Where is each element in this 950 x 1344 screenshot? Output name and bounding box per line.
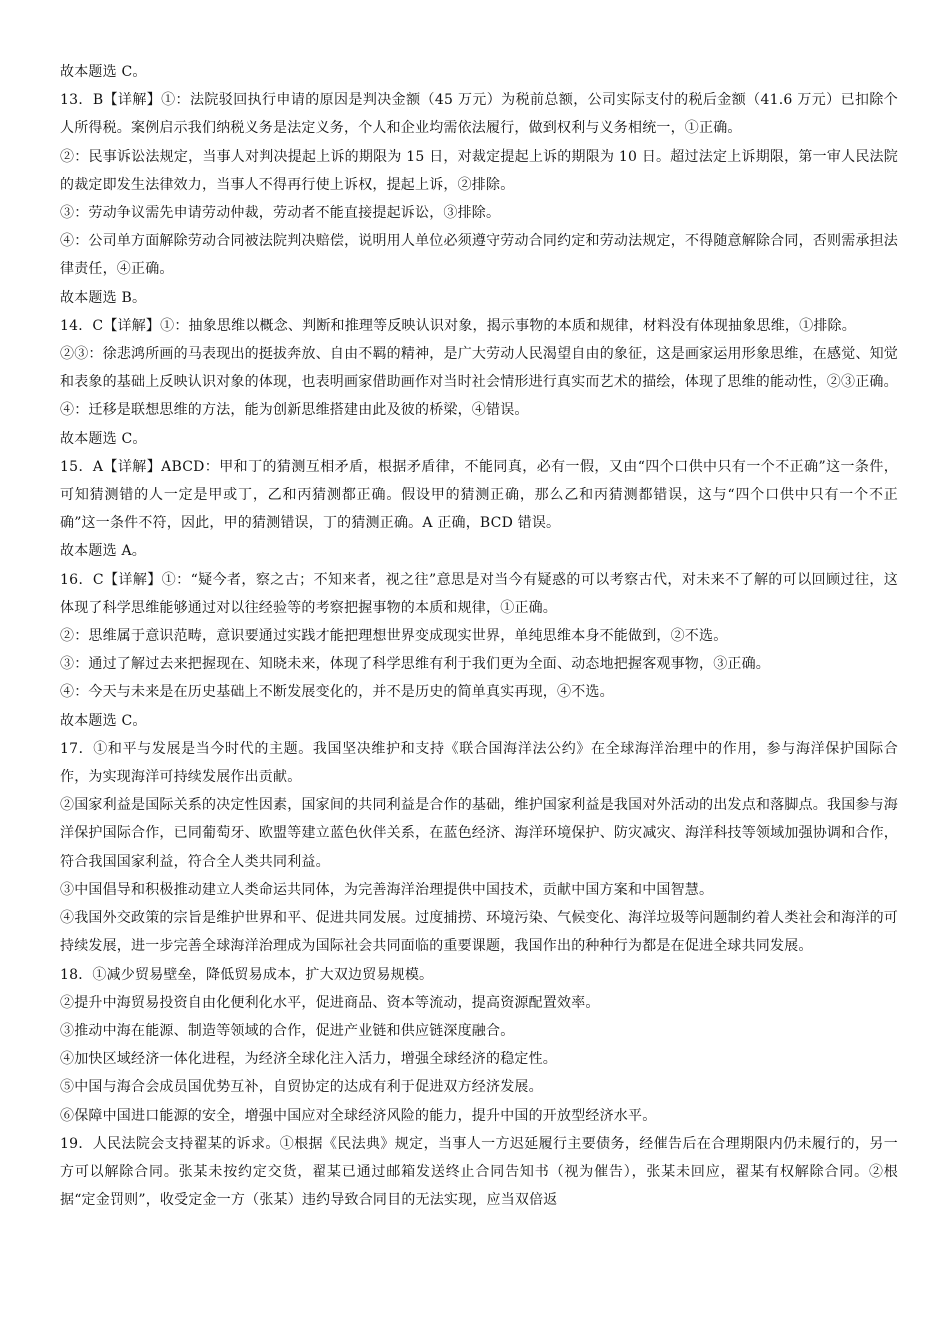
paragraph: ④：公司单方面解除劳动合同被法院判决赔偿，说明用人单位必须遵守劳动合同约定和劳动法规定，不得随意解除合同，否则需承担法律责任，④正确。 (60, 233, 898, 278)
paragraph: 17．①和平与发展是当今时代的主题。我国坚决维护和支持《联合国海洋法公约》在全球海洋治理中的作用，参与海洋保护国际合作，为实现海洋可持续发展作出贡献。 (60, 740, 898, 786)
paragraph: ⑤中国与海合会成员国优势互补，自贸协定的达成有利于促进双方经济发展。 (60, 1079, 543, 1096)
paragraph: 19．人民法院会支持翟某的诉求。①根据《民法典》规定，当事人一方迟延履行主要债务，经催告后在合理期限内仍未履行的，另一方可以解除合同。张某未按约定交货，翟某已通过邮箱发送终止合同告知书（视为催告），张某未回应，翟某有权解除合同。②根据“定金罚则”，收受定金一方（张某）违约导致合同目的无法实现，应当双倍返 (60, 1135, 898, 1209)
paragraph: 18．①减少贸易壁垒，降低贸易成本，扩大双边贸易规模。 (60, 966, 434, 983)
paragraph: ④我国外交政策的宗旨是维护世界和平、促进共同发展。过度捕捞、环境污染、气候变化、海洋垃圾等问题制约着人类社会和海洋的可持续发展，进一步完善全球海洋治理成为国际社会共同面临的重要课题，我国作出的种种行为都是在促进全球共同发展。 (60, 910, 898, 955)
paragraph: ②国家利益是国际关系的决定性因素，国家间的共同利益是合作的基础，维护国家利益是我国对外活动的出发点和落脚点。我国参与海洋保护国际合作，已同葡萄牙、欧盟等建立蓝色伙伴关系，在蓝色经济、海洋环境保护、防灾减灾、海洋科技等领域加强协调和合作，符合我国国家利益，符合全人类共同利益。 (60, 797, 898, 870)
paragraph: ③中国倡导和积极推动建立人类命运共同体，为完善海洋治理提供中国技术，贡献中国方案和中国智慧。 (60, 881, 714, 898)
paragraph: 故本题选 A。 (60, 543, 146, 560)
paragraph: 故本题选 B。 (60, 289, 147, 306)
paragraph: ②提升中海贸易投资自由化便利化水平，促进商品、资本等流动，提高资源配置效率。 (60, 994, 600, 1011)
paragraph: ③：劳动争议需先申请劳动仲裁，劳动者不能直接提起诉讼，③排除。 (60, 205, 501, 222)
answer-explanations (60, 58, 898, 1214)
paragraph: ③：通过了解过去来把握现在、知晓未来，体现了科学思维有利于我们更为全面、动态地把握客观事物，③正确。 (60, 656, 770, 673)
paragraph: 故本题选 C。 (60, 712, 147, 729)
paragraph: 16．C【详解】①：“疑今者，察之古；不知来者，视之往”意思是对当今有疑惑的可以考察古代，对未来不了解的可以回顾过往，这体现了科学思维能够通过对以往经验等的考察把握事物的本质和规律，①正确。 (60, 571, 898, 616)
paragraph: ④：今天与未来是在历史基础上不断发展变化的，并不是历史的简单真实再现，④不选。 (60, 684, 614, 701)
paragraph: ⑥保障中国进口能源的安全，增强中国应对全球经济风险的能力，提升中国的开放型经济水平。 (60, 1107, 657, 1124)
paragraph: ③推动中海在能源、制造等领域的合作，促进产业链和供应链深度融合。 (60, 1022, 515, 1039)
paragraph: ②：思维属于意识范畴，意识要通过实践才能把理想世界变成现实世界，单纯思维本身不能做到，②不选。 (60, 628, 728, 645)
paragraph: ④加快区域经济一体化进程，为经济全球化注入活力，增强全球经济的稳定性。 (60, 1051, 557, 1068)
paragraph: 13．B【详解】①：法院驳回执行申请的原因是判决金额（45 万元）为税前总额，公司实际支付的税后金额（41.6 万元）已扣除个人所得税。案例启示我们纳税义务是法定义务，个人和企业均需依法履行，做到权利与义务相统一，①正确。 (60, 92, 898, 137)
paragraph: 故本题选 C。 (60, 430, 147, 447)
paragraph: ④：迁移是联想思维的方法，能为创新思维搭建由此及彼的桥梁，④错误。 (60, 402, 529, 419)
paragraph: 故本题选 C。 (60, 64, 147, 80)
paragraph: ②③：徐悲鸿所画的马表现出的挺拔奔放、自由不羁的精神，是广大劳动人民渴望自由的象征，这是画家运用形象思维，在感觉、知觉和表象的基础上反映认识对象的体现，也表明画家借助画作对当时社会情形进行真实而艺术的描绘，体现了思维的能动性，②③正确。 (60, 346, 898, 391)
paragraph: 15．A【详解】ABCD：甲和丁的猜测互相矛盾，根据矛盾律，不能同真，必有一假，又由“四个口供中只有一个不正确”这一条件，可知猜测错的人一定是甲或丁，乙和丙猜测都正确。假设甲的猜测正确，那么乙和丙猜测都错误，这与“四个口供中只有一个不正确”这一条件不符，因此，甲的猜测错误，丁的猜测正确。A 正确，BCD 错误。 (60, 458, 898, 532)
paragraph: ②：民事诉讼法规定，当事人对判决提起上诉的期限为 15 日，对裁定提起上诉的期限为 10 日。超过法定上诉期限，第一审人民法院的裁定即发生法律效力，当事人不得再行使上诉权，提起上诉，②排除。 (60, 148, 898, 193)
paragraph: 14．C【详解】①：抽象思维以概念、判断和推理等反映认识对象，揭示事物的本质和规律，材料没有体现抽象思维，①排除。 (60, 317, 856, 334)
